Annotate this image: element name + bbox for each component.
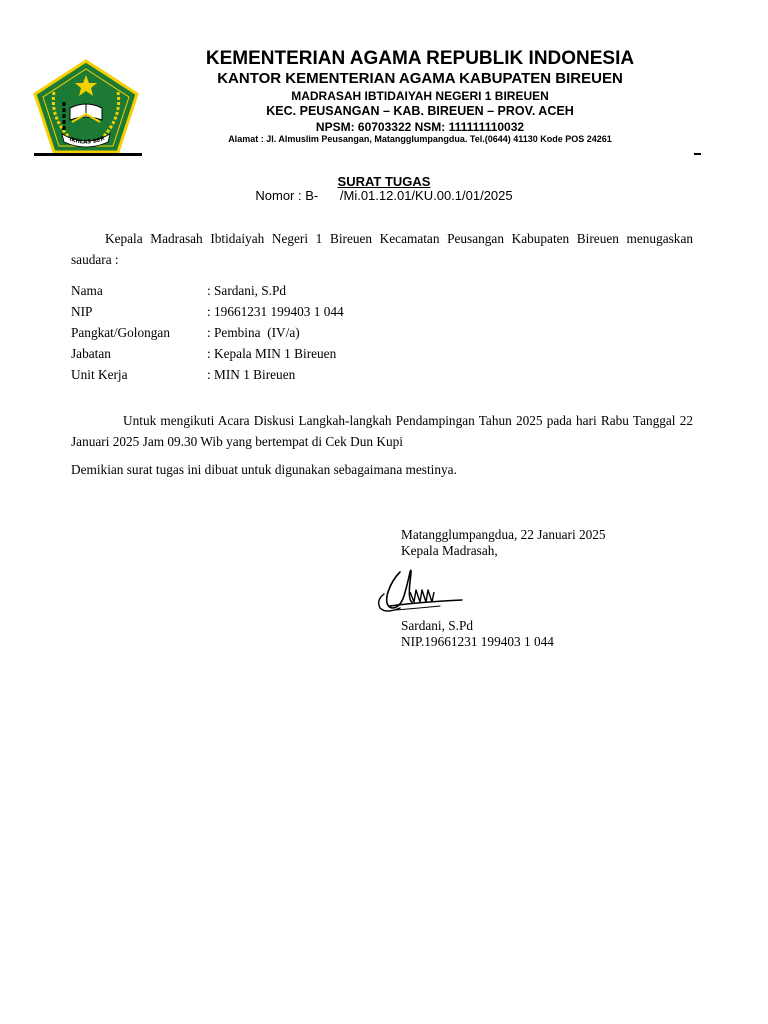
kop-divider-mark — [694, 153, 701, 155]
kop-region: KEC. PEUSANGAN – KAB. BIREUEN – PROV. ACEH — [266, 104, 574, 118]
signature-place-date: Matangglumpangdua, 22 Januari 2025 — [401, 527, 606, 542]
detail-label: Unit Kerja — [71, 367, 128, 382]
detail-value: : Pembina (IV/a) — [207, 325, 300, 340]
detail-row-rank — [71, 322, 344, 343]
assignee-details — [71, 280, 344, 385]
detail-value: : Kepala MIN 1 Bireuen — [207, 346, 337, 361]
kop-office: KANTOR KEMENTERIAN AGAMA KABUPATEN BIREUEN — [217, 70, 623, 87]
detail-row-nip — [71, 301, 344, 322]
kop-npsm: NPSM: 60703322 NSM: 111111110032 — [315, 120, 525, 134]
kop-school: MADRASAH IBTIDAIYAH NEGERI 1 BIREUEN — [291, 89, 549, 103]
closing-paragraph: Demikian surat tugas ini dibuat untuk digunakan sebagaimana mestinya. — [71, 462, 457, 477]
detail-row-unit — [71, 364, 344, 385]
detail-label: Pangkat/Golongan — [71, 325, 170, 340]
detail-row-name — [71, 280, 344, 301]
detail-label: Jabatan — [71, 346, 111, 361]
detail-value: : Sardani, S.Pd — [207, 283, 287, 298]
logo-motto: IKHLAS BER — [68, 135, 106, 146]
detail-row-position — [71, 343, 344, 364]
signatory-name: Sardani, S.Pd — [401, 618, 474, 633]
purpose-paragraph: Untuk mengikuti Acara Diskusi Langkah-langkah Pendampingan Tahun 2025 pada hari Rabu Tanggal 22 Januari 2025 Jam 09.30 Wib yang bertempat di Cek Dun Kupi — [71, 413, 693, 449]
kop-ministry: KEMENTERIAN AGAMA REPUBLIK INDONESIA — [205, 48, 635, 69]
kop-address: Alamat : Jl. Almuslim Peusangan, Matangglumpangdua. Tel.(0644) 41130 Kode POS 24261 — [228, 134, 612, 144]
kop-divider — [34, 153, 142, 156]
detail-value: : 19661231 199403 1 044 — [207, 304, 344, 319]
kemenag-logo-icon — [30, 58, 142, 156]
opening-paragraph: Kepala Madrasah Ibtidaiyah Negeri 1 Bireuen Kecamatan Peusangan Kabupaten Bireuen menugaskan saudara : — [71, 231, 693, 267]
detail-label: NIP — [71, 304, 93, 319]
signature-position: Kepala Madrasah, — [401, 543, 498, 558]
handwritten-signature-icon — [370, 562, 466, 622]
document-title: SURAT TUGAS — [337, 174, 431, 189]
detail-value: : MIN 1 Bireuen — [207, 367, 296, 382]
signatory-nip: NIP.19661231 199403 1 044 — [401, 634, 554, 649]
detail-label: Nama — [71, 283, 103, 298]
document-number: Nomor : B- /Mi.01.12.01/KU.00.1/01/2025 — [255, 188, 513, 203]
